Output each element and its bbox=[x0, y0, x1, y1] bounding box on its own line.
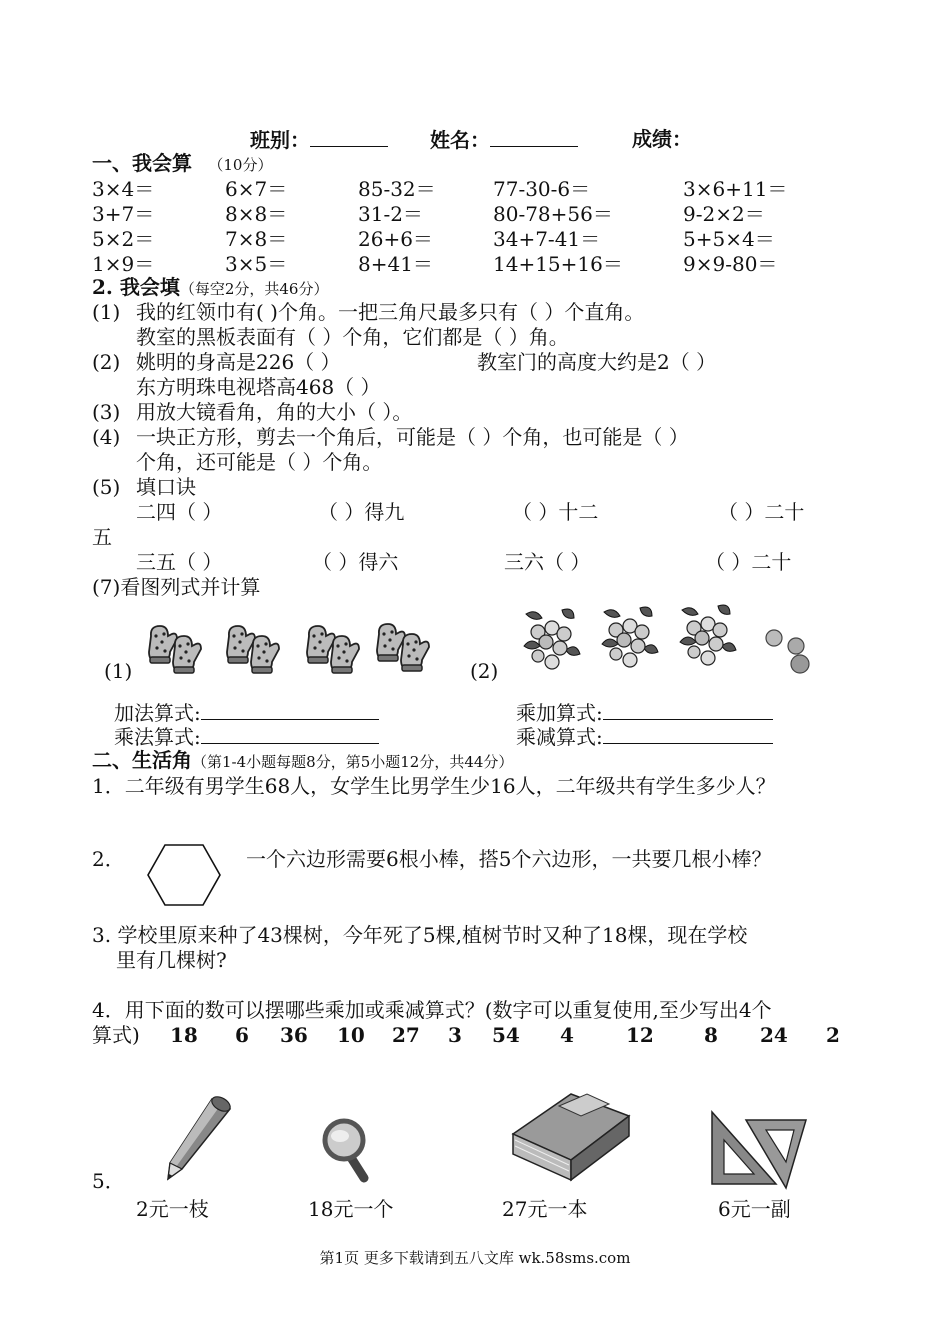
calc-item: 3×4＝ bbox=[92, 177, 155, 201]
problem-4-prefix: 算式) bbox=[92, 1023, 140, 1047]
mul-blank[interactable] bbox=[201, 723, 379, 744]
section2-points: （每空2分，共46分） bbox=[179, 280, 329, 298]
book-image bbox=[505, 1090, 635, 1185]
q2-line2: 东方明珠电视塔高468（ ） bbox=[136, 375, 381, 399]
muladd-label: 乘加算式: bbox=[516, 701, 603, 725]
apples-image bbox=[520, 600, 815, 680]
calc-item: 5×2＝ bbox=[92, 227, 155, 251]
calc-item: 14+15+16＝ bbox=[493, 252, 623, 276]
q2-line1a: 姚明的身高是226（ ） bbox=[136, 350, 341, 374]
section2-title: 2. 我会填 bbox=[92, 275, 180, 299]
calc-item: 5+5×4＝ bbox=[683, 227, 775, 251]
q5-label: 填口诀 bbox=[136, 475, 196, 499]
add-blank[interactable] bbox=[201, 699, 379, 720]
pic1-label: (1) bbox=[104, 659, 133, 683]
set-square-image bbox=[708, 1098, 808, 1188]
number-item: 36 bbox=[280, 1023, 308, 1047]
number-item: 10 bbox=[337, 1023, 365, 1047]
calc-item: 26+6＝ bbox=[358, 227, 433, 251]
page-footer: 第1页 更多下载请到五八文库 wk.58sms.com bbox=[319, 1249, 631, 1267]
section3-points: （第1-4小题每题8分，第5小题12分，共44分） bbox=[192, 753, 514, 771]
koujue-item: （ ）十二 bbox=[512, 500, 599, 524]
magnifier-image bbox=[320, 1118, 380, 1188]
price-pencil: 2元一枝 bbox=[136, 1197, 209, 1221]
koujue-item: （ ）得六 bbox=[312, 550, 399, 574]
q3-line1: 用放大镜看角，角的大小（ ）。 bbox=[136, 400, 413, 424]
problem-2: 一个六边形需要6根小棒，搭5个六边形，一共要几根小棒？ bbox=[246, 847, 772, 871]
problem-3-line1: 3. 学校里原来种了43棵树，今年死了5棵,植树节时又种了18棵，现在学校 bbox=[92, 923, 748, 947]
price-book: 27元一本 bbox=[502, 1197, 588, 1221]
pic2-label: (2) bbox=[470, 659, 499, 683]
koujue-item: 三六（ ） bbox=[504, 550, 591, 574]
mulsub-blank[interactable] bbox=[603, 723, 773, 744]
koujue-item: （ ）二十 bbox=[705, 550, 792, 574]
koujue-wrap: 五 bbox=[92, 525, 112, 549]
q3-number: (3) bbox=[92, 400, 121, 424]
problem-3-line2: 里有几棵树? bbox=[116, 948, 227, 972]
calc-item: 8×8＝ bbox=[225, 202, 288, 226]
calc-item: 7×8＝ bbox=[225, 227, 288, 251]
calc-item: 3×6+11＝ bbox=[683, 177, 788, 201]
name-blank[interactable] bbox=[490, 126, 578, 147]
number-item: 2 bbox=[826, 1023, 840, 1047]
name-label: 姓名： bbox=[430, 128, 490, 152]
price-set-square: 6元一副 bbox=[718, 1197, 791, 1221]
calc-item: 6×7＝ bbox=[225, 177, 288, 201]
koujue-item: （ ）二十 bbox=[718, 500, 805, 524]
q2-line1b: 教室门的高度大约是2（ ） bbox=[477, 350, 717, 374]
mulsub-label: 乘减算式: bbox=[516, 725, 603, 749]
price-magnifier: 18元一个 bbox=[308, 1197, 394, 1221]
number-item: 12 bbox=[626, 1023, 654, 1047]
calc-item: 31-2＝ bbox=[358, 202, 423, 226]
add-label: 加法算式: bbox=[114, 701, 201, 725]
number-item: 8 bbox=[704, 1023, 718, 1047]
pencil-image bbox=[160, 1095, 240, 1185]
calc-item: 3+7＝ bbox=[92, 202, 155, 226]
calc-item: 3×5＝ bbox=[225, 252, 288, 276]
calc-item: 8+41＝ bbox=[358, 252, 433, 276]
class-blank[interactable] bbox=[310, 126, 388, 147]
score-label: 成绩： bbox=[632, 127, 692, 151]
q1-line2: 教室的黑板表面有（ ）个角，它们都是（ ）角。 bbox=[136, 325, 569, 349]
problem-4-line1: 4．用下面的数可以摆哪些乘加或乘减算式？(数字可以重复使用,至少写出4个 bbox=[92, 998, 772, 1022]
calc-item: 9×9-80＝ bbox=[683, 252, 778, 276]
calc-item: 77-30-6＝ bbox=[493, 177, 591, 201]
calc-item: 1×9＝ bbox=[92, 252, 155, 276]
mittens-image bbox=[140, 620, 440, 680]
q7-label: (7)看图列式并计算 bbox=[92, 575, 261, 599]
section1-title: 一、我会算 bbox=[92, 151, 192, 175]
q4-line2: 个角，还可能是（ ）个角。 bbox=[136, 450, 383, 474]
number-item: 24 bbox=[760, 1023, 788, 1047]
calc-item: 9-2×2＝ bbox=[683, 202, 765, 226]
number-item: 27 bbox=[392, 1023, 420, 1047]
q5-number: (5) bbox=[92, 475, 121, 499]
q2-number: (2) bbox=[92, 350, 121, 374]
class-label: 班别： bbox=[250, 128, 310, 152]
q4-line1: 一块正方形，剪去一个角后，可能是（ ）个角，也可能是（ ） bbox=[136, 425, 689, 449]
number-item: 4 bbox=[560, 1023, 574, 1047]
section1-points: （10分） bbox=[208, 156, 273, 174]
calc-item: 34+7-41＝ bbox=[493, 227, 601, 251]
number-item: 54 bbox=[492, 1023, 520, 1047]
q1-number: (1) bbox=[92, 300, 121, 324]
koujue-item: （ ）得九 bbox=[318, 500, 405, 524]
calc-item: 85-32＝ bbox=[358, 177, 436, 201]
section3-title: 二、生活角 bbox=[92, 748, 192, 772]
problem-5-number: 5． bbox=[92, 1169, 125, 1193]
problem-2-number: 2． bbox=[92, 847, 125, 871]
problem-1: 1．二年级有男学生68人，女学生比男学生少16人，二年级共有学生多少人？ bbox=[92, 774, 776, 798]
number-item: 3 bbox=[448, 1023, 462, 1047]
mul-label: 乘法算式: bbox=[114, 725, 201, 749]
number-item: 6 bbox=[235, 1023, 249, 1047]
koujue-item: 二四（ ） bbox=[136, 500, 223, 524]
koujue-item: 三五（ ） bbox=[136, 550, 223, 574]
calc-item: 80-78+56＝ bbox=[493, 202, 613, 226]
q4-number: (4) bbox=[92, 425, 121, 449]
muladd-blank[interactable] bbox=[603, 699, 773, 720]
number-item: 18 bbox=[170, 1023, 198, 1047]
hexagon-image bbox=[146, 843, 222, 907]
q1-line1: 我的红领巾有( )个角。一把三角尺最多只有（ ）个直角。 bbox=[136, 300, 645, 324]
